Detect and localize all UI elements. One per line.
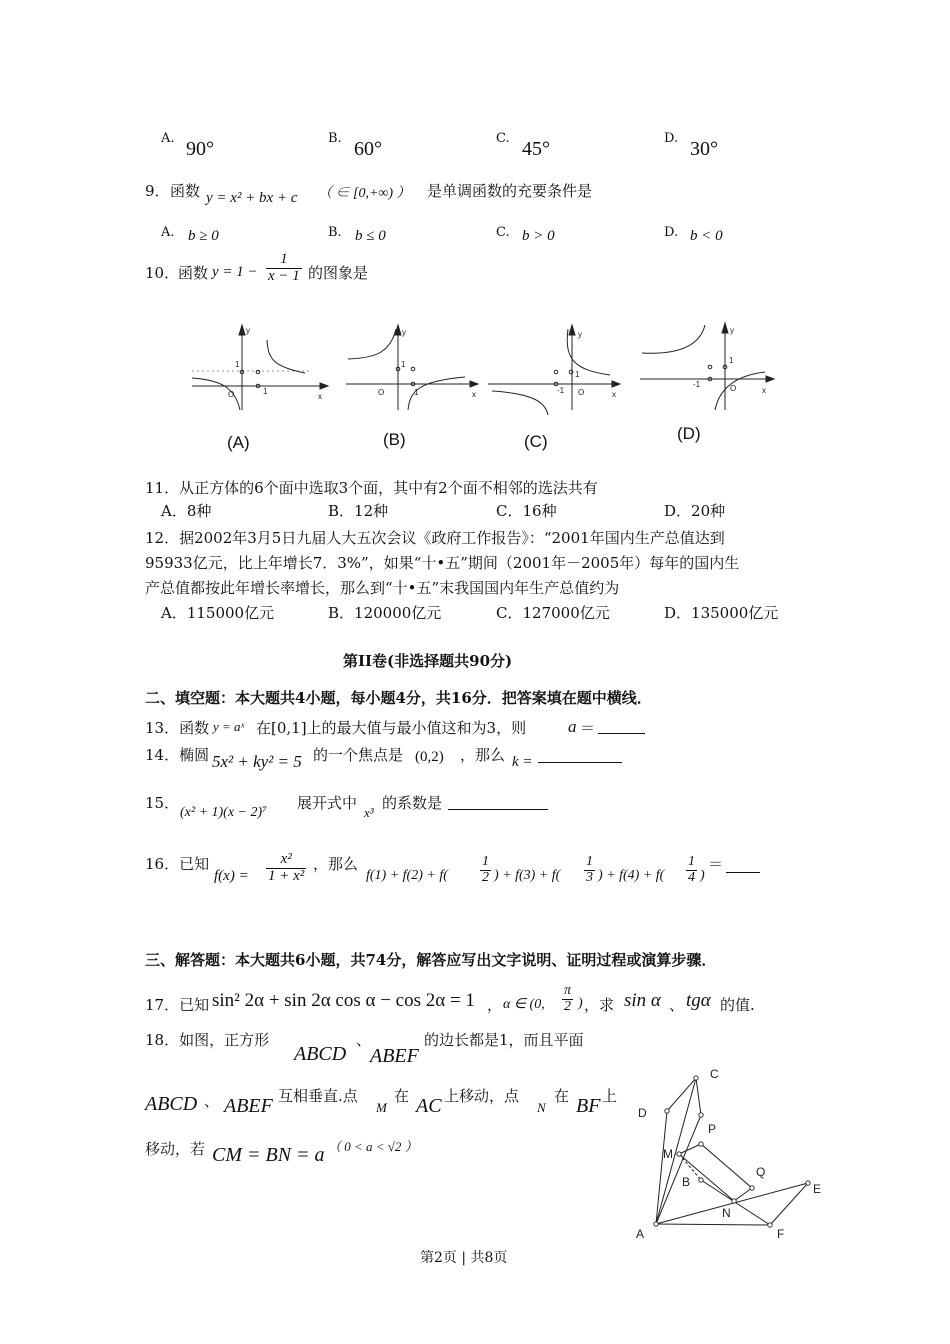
q18-range: （ 0 < a < √2 ） bbox=[328, 1139, 418, 1154]
point-q-label: Q bbox=[756, 1165, 766, 1179]
vertex-a-label: A bbox=[636, 1227, 645, 1241]
q12-option-a: A．115000亿元 bbox=[161, 604, 275, 622]
graph-a-one-y: 1 bbox=[235, 360, 240, 369]
q17-range-b: ) bbox=[578, 996, 583, 1011]
graph-a-x-label: x bbox=[318, 392, 322, 401]
graph-d-one-y: 1 bbox=[729, 356, 734, 365]
graph-a-y-arrow bbox=[239, 325, 245, 335]
graph-c-x-label: x bbox=[612, 390, 616, 399]
graph-b-x-label: x bbox=[472, 390, 476, 399]
q13-var: a bbox=[568, 717, 577, 736]
graph-c-one-y: 1 bbox=[575, 370, 580, 379]
q14-point: (0,2) bbox=[415, 749, 444, 765]
q14-answer-blank bbox=[538, 748, 622, 763]
q9-formula: y = x² + bx + c bbox=[206, 190, 298, 206]
graph-b-y-label: y bbox=[402, 328, 406, 337]
q18-abcd-2: ABCD bbox=[145, 1093, 198, 1115]
graph-b bbox=[346, 325, 478, 410]
q9-text-b: 是单调函数的充要条件是 bbox=[427, 182, 593, 200]
graph-b-origin: O bbox=[378, 388, 385, 397]
q9-number: 9． bbox=[145, 182, 170, 200]
q18-bf: BF bbox=[576, 1095, 601, 1117]
q11-stem: 11．从正方体的6个面中选取3个面，其中有2个面不相邻的选法共有 bbox=[145, 479, 598, 497]
graph-b-curve-left bbox=[348, 329, 396, 359]
graph-d bbox=[640, 323, 774, 410]
vertex-e-label: E bbox=[813, 1182, 822, 1196]
q16-fx-num: x² bbox=[266, 852, 306, 869]
q13-formula: y = aˣ bbox=[213, 719, 245, 734]
q15-post: 的系数是 bbox=[382, 794, 443, 812]
part-3-section-heading: 三、解答题：本大题共6小题，共74分，解答应写出文字说明、证明过程或演算步骤． bbox=[145, 951, 717, 969]
graph-b-caption: (B) bbox=[383, 430, 406, 449]
q18-pre: 18．如图，正方形 bbox=[145, 1031, 270, 1049]
q16-sum-b: ) + f(3) + f( bbox=[494, 868, 561, 883]
q15-number: 15． bbox=[145, 794, 180, 812]
q11-option-a: A．8种 bbox=[161, 502, 212, 520]
q9-option-a-letter: A. bbox=[161, 225, 175, 240]
q18-sep: 、 bbox=[356, 1031, 372, 1049]
q15-term: x³ bbox=[364, 805, 374, 820]
graph-d-y-arrow bbox=[722, 323, 728, 333]
vertex-c-label: C bbox=[710, 1067, 719, 1081]
graph-c-x-arrow bbox=[612, 381, 620, 387]
q12-line-3: 产总值都按此年增长率增长，那么到“十•五”末我国国内年生产总值约为 bbox=[145, 579, 620, 597]
q8-option-a-letter: A. bbox=[161, 131, 175, 146]
q16-quarter-num: 1 bbox=[688, 854, 695, 869]
q8-option-b-letter: B. bbox=[328, 131, 342, 146]
q9-option-c-letter: C. bbox=[496, 225, 510, 240]
q18-abef: ABEF bbox=[370, 1045, 419, 1067]
q9-text-a: 函数 bbox=[170, 182, 201, 200]
q10-text-b: 的图象是 bbox=[308, 264, 369, 282]
q17-pi: π bbox=[564, 983, 572, 998]
q10-frac-num: 1 bbox=[266, 252, 302, 269]
q12-option-b: B．120000亿元 bbox=[328, 604, 442, 622]
q18-perp: 互相垂直.点 bbox=[278, 1087, 358, 1105]
q17-pi-half bbox=[562, 984, 573, 1014]
graph-a-y-label: y bbox=[246, 326, 250, 335]
graph-a-x-arrow bbox=[320, 383, 328, 389]
part-2-section-heading: 二、填空题：本大题共4小题，每小题4分，共16分．把答案填在题中横线． bbox=[145, 689, 652, 707]
graph-d-curve-left bbox=[642, 325, 705, 353]
vertex-f-label: F bbox=[777, 1227, 785, 1241]
q16-third-den: 3 bbox=[586, 869, 593, 885]
q12-line-2: 95933亿元，比上年增长7．3%”，如果“十•五”期间（2001年－2005年）每年的国内生 bbox=[145, 554, 740, 572]
vertex-d-label: D bbox=[638, 1106, 647, 1120]
q10-text-a: 函数 bbox=[178, 264, 209, 282]
graph-b-one-x: 1 bbox=[414, 388, 419, 397]
q8-option-d-value: 30° bbox=[690, 138, 718, 160]
q18-figure bbox=[630, 1060, 830, 1245]
q17-ask: ，求 bbox=[584, 996, 615, 1014]
q10-fraction bbox=[266, 252, 302, 285]
graph-c-caption: (C) bbox=[524, 432, 548, 451]
q12-line-1: 12．据2002年3月5日九届人大五次会议《政府工作报告》：“2001年国内生产总值达到 bbox=[145, 529, 725, 547]
point-p-label: P bbox=[708, 1122, 717, 1136]
graph-c-curve-left bbox=[492, 391, 548, 415]
q12-option-c: C．127000亿元 bbox=[496, 604, 610, 622]
q11-option-d: D．20种 bbox=[664, 502, 726, 520]
q15-answer-blank bbox=[448, 795, 548, 810]
q8-option-d-letter: D. bbox=[664, 131, 679, 146]
q9-option-a-value: b ≥ 0 bbox=[188, 228, 219, 244]
q16-fx-fraction bbox=[266, 852, 306, 885]
q17-two: 2 bbox=[564, 998, 571, 1014]
graph-d-x-arrow bbox=[766, 376, 774, 382]
q17-sep: 、 bbox=[669, 996, 685, 1014]
q15-formula: (x² + 1)(x − 2)⁷ bbox=[180, 805, 268, 820]
q10-formula-pre: y = 1 − bbox=[212, 264, 258, 280]
q16-quarter-den: 4 bbox=[688, 869, 695, 885]
q9-option-b-value: b ≤ 0 bbox=[355, 228, 386, 244]
graph-a bbox=[192, 325, 328, 410]
q16-answer-blank bbox=[726, 858, 760, 873]
q14-mid: 的一个焦点是 bbox=[313, 746, 404, 764]
q8-option-c-letter: C. bbox=[496, 131, 510, 146]
graph-d-x-label: x bbox=[762, 386, 766, 395]
q8-option-a-value: 90° bbox=[186, 138, 214, 160]
graph-b-x-arrow bbox=[470, 381, 478, 387]
q18-mid: 的边长都是1，而且平面 bbox=[424, 1031, 584, 1049]
graph-c-y-label: y bbox=[578, 330, 582, 339]
graph-d-y-label: y bbox=[730, 326, 734, 335]
graph-a-one-x: 1 bbox=[263, 387, 268, 396]
q11-option-b: B．12种 bbox=[328, 502, 389, 520]
q13-eq: ＝ bbox=[580, 719, 596, 737]
q16-half-den: 2 bbox=[482, 869, 489, 885]
q17-tg: tgα bbox=[686, 990, 711, 1011]
graph-c-y-arrow bbox=[569, 325, 575, 335]
q18-on-2: 在 bbox=[554, 1087, 570, 1105]
q16-eq: ＝ bbox=[708, 855, 724, 873]
part-2-title: 第II卷(非选择题共90分) bbox=[343, 652, 513, 670]
q13-mid: 在[0,1]上的最大值与最小值这和为3，则 bbox=[256, 719, 527, 737]
q14-pre: 14．椭圆 bbox=[145, 746, 210, 764]
q17-comma: ， bbox=[487, 996, 503, 1014]
point-n-label: N bbox=[722, 1206, 731, 1220]
q18-line-3a: 移动，若 bbox=[145, 1140, 206, 1158]
graph-d-one-x: -1 bbox=[693, 380, 701, 389]
q16-half bbox=[480, 855, 491, 885]
graph-c-origin: O bbox=[578, 388, 585, 397]
q10-frac-den: x − 1 bbox=[268, 267, 300, 284]
q17-pre: 17．已知 bbox=[145, 996, 210, 1014]
graph-c bbox=[488, 325, 620, 415]
q16-sum-c: ) + f(4) + f( bbox=[598, 868, 665, 883]
graph-a-origin: O bbox=[228, 390, 235, 399]
q18-on: 在 bbox=[394, 1087, 410, 1105]
q11-option-c: C．16种 bbox=[496, 502, 557, 520]
graph-c-one-x: -1 bbox=[557, 386, 565, 395]
q17-sin: sin α bbox=[624, 990, 661, 1011]
q18-n: N bbox=[537, 1100, 546, 1115]
q17-end: 的值. bbox=[720, 996, 755, 1014]
graph-d-caption: (D) bbox=[677, 424, 701, 443]
q18-move: 上移动，点 bbox=[444, 1087, 520, 1105]
graph-a-caption: (A) bbox=[227, 433, 250, 452]
q16-sum-d: ) bbox=[700, 868, 705, 883]
diagonal-ac bbox=[656, 1078, 696, 1224]
q16-third-num: 1 bbox=[586, 854, 593, 869]
graph-a-curve-right bbox=[267, 340, 305, 373]
q18-sep-2: 、 bbox=[204, 1092, 220, 1110]
vertex-b-label: B bbox=[682, 1175, 691, 1189]
q13-pre: 13．函数 bbox=[145, 719, 210, 737]
q8-option-c-value: 45° bbox=[522, 138, 550, 160]
q9-option-d-letter: D. bbox=[664, 225, 679, 240]
q14-formula: 5x² + ky² = 5 bbox=[212, 752, 302, 771]
edge-fe bbox=[770, 1183, 808, 1225]
q14-var: k = bbox=[512, 754, 533, 770]
page-footer: 第2页 | 共8页 bbox=[420, 1250, 508, 1266]
edge-ae bbox=[656, 1183, 808, 1224]
q18-condition: CM = BN = a bbox=[212, 1144, 325, 1166]
q17-range-a: α ∈ (0, bbox=[503, 997, 545, 1012]
quad-mpqn bbox=[679, 1144, 752, 1201]
q18-m: M bbox=[376, 1100, 387, 1115]
q13-answer-blank bbox=[598, 719, 645, 734]
point-m-label: M bbox=[663, 1147, 673, 1161]
q16-sum-a: f(1) + f(2) + f( bbox=[366, 868, 448, 883]
q16-half-num: 1 bbox=[482, 854, 489, 869]
q17-equation: sin² 2α + sin 2α cos α − cos 2α = 1 bbox=[212, 990, 475, 1011]
q16-quarter bbox=[686, 855, 697, 885]
q14-then: ，那么 bbox=[460, 746, 506, 764]
q9-option-b-letter: B. bbox=[328, 225, 342, 240]
q18-abcd: ABCD bbox=[294, 1043, 347, 1065]
q15-mid: 展开式中 bbox=[297, 794, 358, 812]
q9-option-d-value: b < 0 bbox=[690, 228, 723, 244]
graph-b-one-y: 1 bbox=[401, 360, 406, 369]
q18-abef-2: ABEF bbox=[224, 1095, 273, 1117]
q9-domain: （ ∈ [0,+∞) ） bbox=[318, 186, 411, 201]
q9-option-c-value: b > 0 bbox=[522, 228, 555, 244]
q16-third bbox=[584, 855, 595, 885]
q16-then: ，那么 bbox=[313, 855, 359, 873]
q10-number: 10． bbox=[145, 264, 180, 282]
q12-option-d: D．135000亿元 bbox=[664, 604, 779, 622]
q16-fx-den: 1 + x² bbox=[268, 867, 305, 884]
q18-ac: AC bbox=[416, 1095, 442, 1117]
graph-d-origin: O bbox=[730, 384, 737, 393]
q16-pre: 16．已知 bbox=[145, 855, 210, 873]
graph-d-curve-right bbox=[715, 372, 765, 410]
graph-c-curve-right bbox=[567, 329, 610, 375]
q16-fx: f(x) = bbox=[214, 868, 249, 884]
q8-option-b-value: 60° bbox=[354, 138, 382, 160]
edge-af bbox=[656, 1224, 770, 1225]
q18-up: 上 bbox=[602, 1087, 618, 1105]
